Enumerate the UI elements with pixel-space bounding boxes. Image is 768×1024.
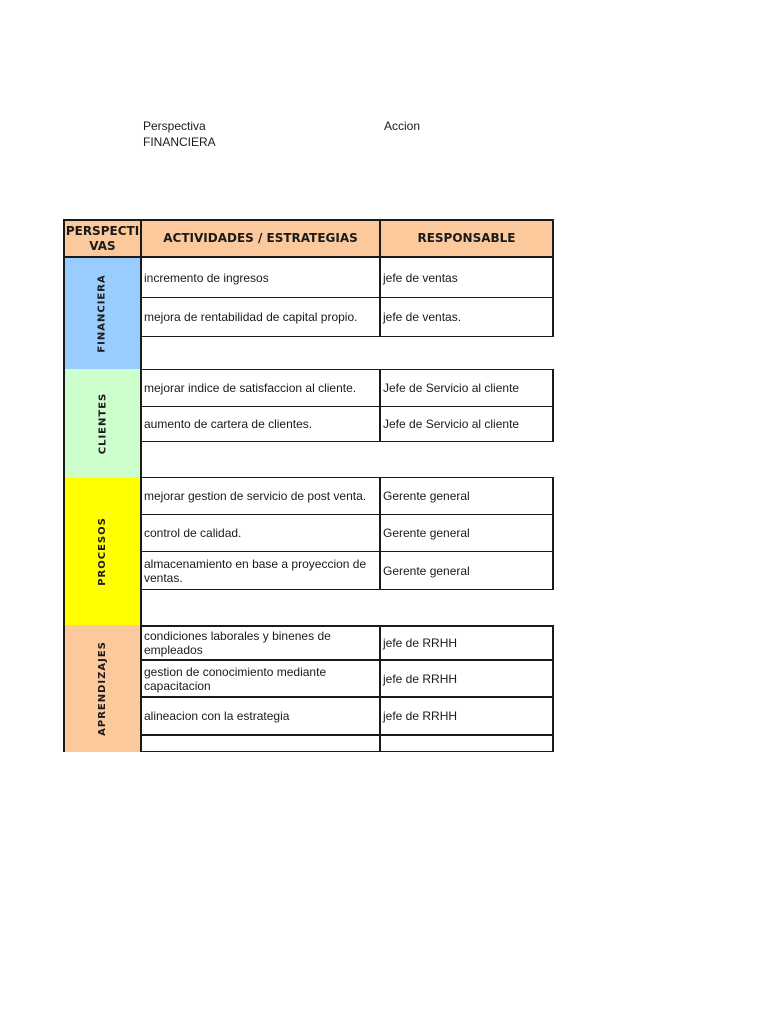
table-row-responsible: Gerente general bbox=[381, 515, 554, 552]
accion-label: Accion bbox=[384, 119, 421, 133]
perspective-label: FINANCIERA bbox=[97, 274, 109, 353]
col-header-responsable: RESPONSABLE bbox=[379, 219, 554, 258]
perspective-label: CLIENTES bbox=[97, 392, 108, 454]
table-row-responsible: Gerente general bbox=[381, 552, 554, 590]
table-row-activity: control de calidad. bbox=[142, 515, 381, 552]
col-header-actividades: ACTIVIDADES / ESTRATEGIAS bbox=[140, 219, 381, 258]
table-row-activity: mejora de rentabilidad de capital propio. bbox=[142, 298, 381, 337]
table-row-activity: incremento de ingresos bbox=[142, 258, 381, 298]
perspective-label: PROCESOS bbox=[96, 516, 108, 586]
perspectiva-label: Perspectiva bbox=[143, 119, 206, 133]
table-row-responsible: Jefe de Servicio al cliente bbox=[381, 407, 554, 442]
table-row-responsible: jefe de RRHH bbox=[381, 698, 554, 736]
table-row-activity: aumento de cartera de clientes. bbox=[142, 407, 381, 442]
table-row-empty bbox=[142, 736, 381, 752]
perspective-financiera bbox=[63, 258, 142, 369]
table-row-responsible: jefe de ventas. bbox=[381, 298, 554, 337]
table-row-activity: mejorar indice de satisfaccion al cliente. bbox=[142, 369, 381, 407]
table-row-empty bbox=[381, 736, 554, 752]
table-row-responsible: jefe de RRHH bbox=[381, 661, 554, 698]
table-row-responsible: jefe de ventas bbox=[381, 258, 554, 298]
table-row-responsible: jefe de RRHH bbox=[381, 625, 554, 661]
perspective-label: APRENDIZAJES bbox=[97, 641, 109, 736]
table-row-responsible: Jefe de Servicio al cliente bbox=[381, 369, 554, 407]
perspective-clientes bbox=[63, 369, 142, 477]
perspectiva-value: FINANCIERA bbox=[143, 135, 216, 149]
table-row-responsible: Gerente general bbox=[381, 477, 554, 515]
table-row-activity: condiciones laborales y binenes de empleados bbox=[142, 625, 381, 661]
perspective-procesos bbox=[63, 477, 142, 625]
table-row-activity: alineacion con la estrategia bbox=[142, 698, 381, 736]
col-header-perspectivas: PERSPECTI VAS bbox=[63, 219, 142, 258]
table-row-activity: gestion de conocimiento mediante capacitacion bbox=[142, 661, 381, 698]
table-row-activity: mejorar gestion de servicio de post venta. bbox=[142, 477, 381, 515]
perspective-aprendizajes bbox=[63, 625, 142, 752]
table-row-activity: almacenamiento en base a proyeccion de ventas. bbox=[142, 552, 381, 590]
